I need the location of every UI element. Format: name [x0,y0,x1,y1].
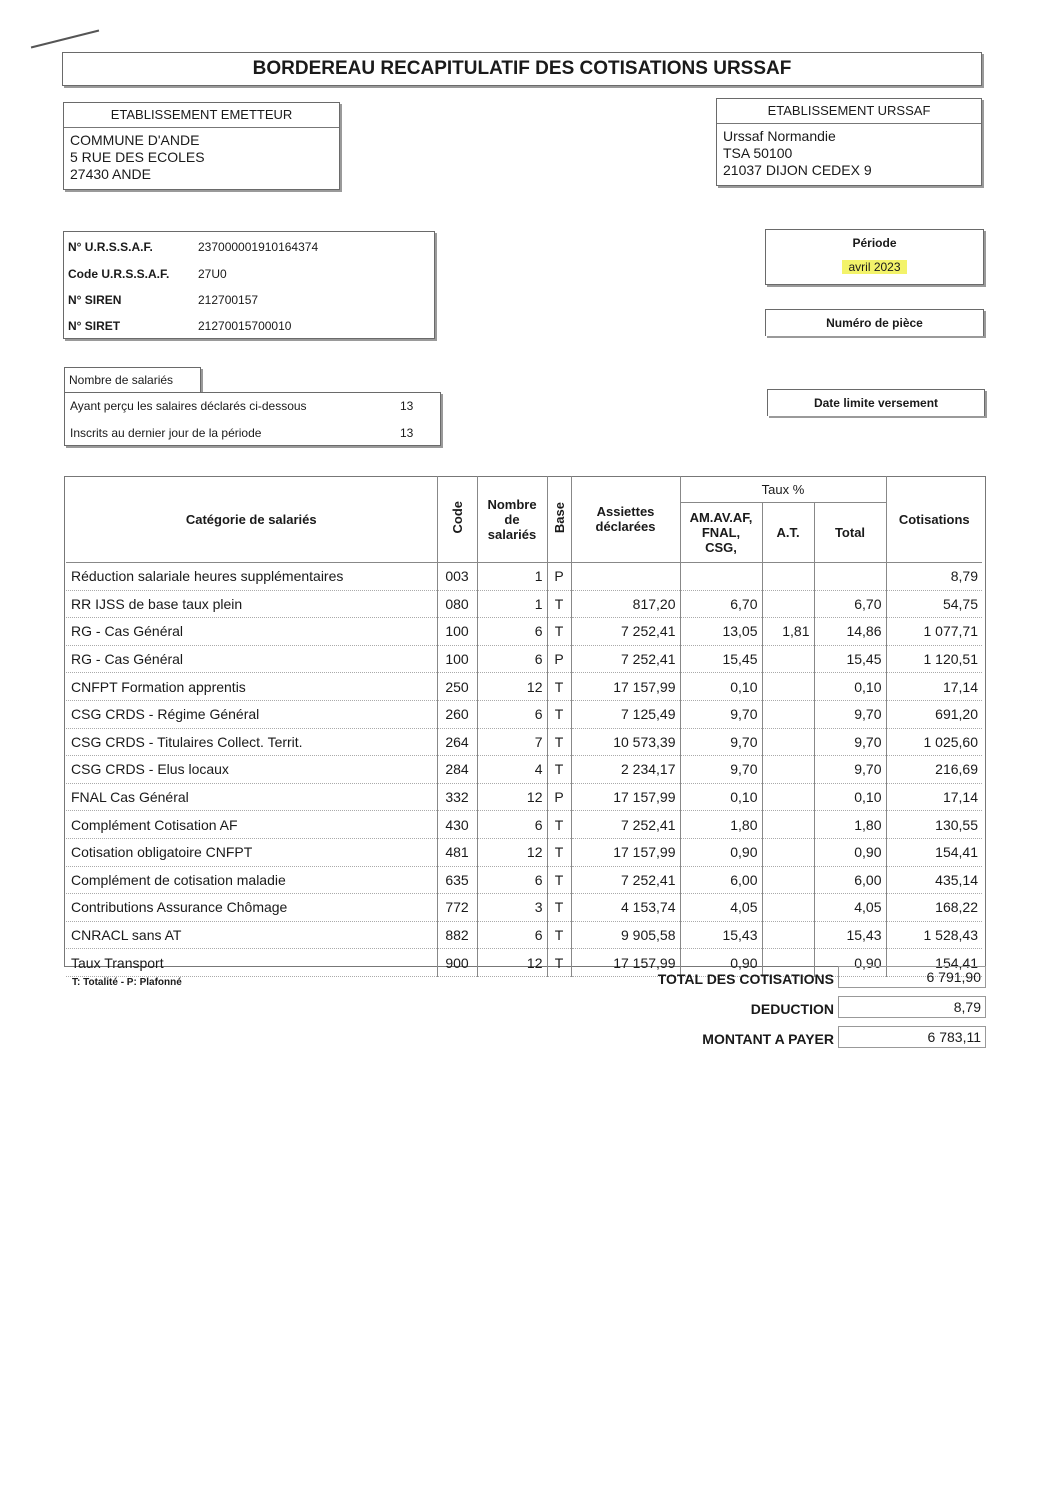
row-cotisation: 1 025,60 [886,728,982,756]
table-row [66,563,982,591]
row-base: T [547,618,571,646]
row-cotisation: 1 120,51 [886,645,982,673]
row-base: P [547,563,571,591]
row-taux-am: 0,90 [680,838,762,866]
col-assiettes: Assiettes déclarées [571,476,680,563]
row-cotisation: 691,20 [886,700,982,728]
row-base: T [547,811,571,839]
row-taux-am [680,563,762,591]
salaries-row-label: Ayant perçu les salaires déclarés ci-dessous [70,399,307,413]
row-code: 772 [437,894,477,922]
row-assiette: 9 905,58 [571,921,680,949]
row-taux-total: 0,10 [814,673,886,701]
salaries-header: Nombre de salariés [64,367,201,393]
row-taux-am: 9,70 [680,728,762,756]
col-taux-at: A.T. [762,503,814,563]
col-taux-am: AM.AV.AF, FNAL, CSG, [680,503,762,563]
row-taux-total: 9,70 [814,728,886,756]
urssaf-line: TSA 50100 [723,145,793,161]
row-nombre: 6 [477,645,547,673]
row-taux-total: 6,00 [814,866,886,894]
row-categorie: CSG CRDS - Titulaires Collect. Territ. [66,728,437,756]
row-assiette: 7 252,41 [571,811,680,839]
row-cotisation: 1 077,71 [886,618,982,646]
row-taux-total: 0,90 [814,949,886,977]
row-base: T [547,756,571,784]
row-assiette: 17 157,99 [571,673,680,701]
table-row [66,645,982,673]
row-cotisation: 8,79 [886,563,982,591]
row-taux-am: 9,70 [680,756,762,784]
row-assiette: 2 234,17 [571,756,680,784]
col-taux-total: Total [814,503,886,563]
row-cotisation: 54,75 [886,590,982,618]
row-cotisation: 168,22 [886,894,982,922]
row-base: P [547,645,571,673]
row-categorie: Complément de cotisation maladie [66,866,437,894]
id-value: 237000001910164374 [198,240,319,254]
base-legend: T: Totalité - P: Plafonné [72,977,182,988]
row-taux-total: 1,80 [814,811,886,839]
row-taux-total: 9,70 [814,756,886,784]
row-taux-at [762,756,814,784]
salaries-row-value: 13 [400,426,414,440]
row-taux-at [762,645,814,673]
row-nombre: 7 [477,728,547,756]
id-label: Code U.R.S.S.A.F. [68,267,170,281]
row-base: T [547,894,571,922]
row-assiette: 817,20 [571,590,680,618]
periode-label: Période [852,236,897,250]
col-base-label: Base [551,501,567,534]
row-assiette [571,563,680,591]
salaries-box [64,392,441,446]
row-nombre: 1 [477,590,547,618]
row-taux-at [762,700,814,728]
cotisations-table [66,476,982,977]
table-row [66,838,982,866]
row-categorie: CNFPT Formation apprentis [66,673,437,701]
row-base: T [547,590,571,618]
table-row [66,894,982,922]
row-base: T [547,673,571,701]
row-taux-total [814,563,886,591]
urssaf-line: Urssaf Normandie [723,128,836,144]
montant-label: MONTANT A PAYER [702,1031,834,1047]
row-categorie: CSG CRDS - Régime Général [66,700,437,728]
row-taux-at [762,811,814,839]
row-taux-am: 15,45 [680,645,762,673]
numero-piece-label: Numéro de pièce [826,316,923,330]
row-code: 100 [437,618,477,646]
row-nombre: 6 [477,866,547,894]
table-row [66,590,982,618]
row-categorie: Complément Cotisation AF [66,811,437,839]
row-base: P [547,783,571,811]
row-taux-at: 1,81 [762,618,814,646]
row-nombre: 6 [477,921,547,949]
page-title: BORDEREAU RECAPITULATIF DES COTISATIONS URSSAF [62,52,982,86]
row-taux-at [762,894,814,922]
col-taux: Taux % [680,476,886,503]
row-cotisation: 17,14 [886,783,982,811]
row-assiette: 4 153,74 [571,894,680,922]
row-taux-total: 15,43 [814,921,886,949]
date-limite-label: Date limite versement [813,396,939,410]
emetteur-line: COMMUNE D'ANDE [70,132,200,148]
row-base: T [547,921,571,949]
row-categorie: Taux Transport [66,949,437,977]
row-base: T [547,866,571,894]
row-nombre: 12 [477,783,547,811]
row-taux-total: 6,70 [814,590,886,618]
row-taux-at [762,728,814,756]
urssaf-box [716,98,982,186]
row-nombre: 6 [477,700,547,728]
row-taux-at [762,673,814,701]
row-assiette: 7 125,49 [571,700,680,728]
table-row [66,618,982,646]
row-taux-am: 6,70 [680,590,762,618]
row-nombre: 12 [477,673,547,701]
row-code: 882 [437,921,477,949]
total-label: TOTAL DES COTISATIONS [657,971,834,987]
row-base: T [547,949,571,977]
periode-value: avril 2023 [842,260,906,274]
row-categorie: RR IJSS de base taux plein [66,590,437,618]
row-taux-am: 13,05 [680,618,762,646]
scan-mark [31,30,99,49]
row-code: 430 [437,811,477,839]
row-categorie: RG - Cas Général [66,645,437,673]
row-taux-at [762,866,814,894]
urssaf-line: 21037 DIJON CEDEX 9 [723,162,872,178]
id-value: 212700157 [198,293,259,307]
row-taux-total: 14,86 [814,618,886,646]
row-categorie: CSG CRDS - Elus locaux [66,756,437,784]
id-value: 21270015700010 [198,319,292,333]
row-cotisation: 17,14 [886,673,982,701]
row-taux-total: 0,90 [814,838,886,866]
row-code: 481 [437,838,477,866]
row-assiette: 10 573,39 [571,728,680,756]
row-cotisation: 154,41 [886,949,982,977]
row-categorie: Contributions Assurance Chômage [66,894,437,922]
row-code: 080 [437,590,477,618]
col-code [437,476,477,563]
row-nombre: 6 [477,618,547,646]
row-code: 003 [437,563,477,591]
table-row [66,756,982,784]
row-nombre: 12 [477,838,547,866]
row-taux-at [762,838,814,866]
row-code: 264 [437,728,477,756]
row-taux-total: 4,05 [814,894,886,922]
row-base: T [547,728,571,756]
row-base: T [547,700,571,728]
row-taux-total: 0,10 [814,783,886,811]
col-cotisations: Cotisations [886,476,982,563]
row-categorie: FNAL Cas Général [66,783,437,811]
identifiers-box [63,231,435,339]
row-assiette: 7 252,41 [571,645,680,673]
id-label: N° U.R.S.S.A.F. [68,240,153,254]
row-taux-am: 0,90 [680,949,762,977]
row-taux-am: 4,05 [680,894,762,922]
row-taux-at [762,921,814,949]
row-taux-at [762,590,814,618]
row-cotisation: 154,41 [886,838,982,866]
row-taux-am: 6,00 [680,866,762,894]
emetteur-address [64,128,339,187]
emetteur-line: 5 RUE DES ECOLES [70,149,205,165]
row-taux-am: 0,10 [680,673,762,701]
table-row [66,673,982,701]
table-row [66,783,982,811]
emetteur-box [63,102,340,190]
row-cotisation: 1 528,43 [886,921,982,949]
row-assiette: 17 157,99 [571,838,680,866]
col-code-label: Code [449,501,465,534]
id-label: N° SIRET [68,319,121,333]
row-assiette: 7 252,41 [571,866,680,894]
total-value: 6 791,90 [838,966,986,988]
row-taux-am: 15,43 [680,921,762,949]
row-code: 332 [437,783,477,811]
col-base [547,476,571,563]
row-code: 250 [437,673,477,701]
row-cotisation: 216,69 [886,756,982,784]
row-assiette: 7 252,41 [571,618,680,646]
col-nombre: Nombre de salariés [477,476,547,563]
table-row [66,921,982,949]
table-row [66,866,982,894]
row-code: 284 [437,756,477,784]
row-base: T [547,838,571,866]
id-value: 27U0 [198,267,227,281]
urssaf-header: ETABLISSEMENT URSSAF [717,99,981,124]
row-code: 900 [437,949,477,977]
row-taux-am: 1,80 [680,811,762,839]
row-assiette: 17 157,99 [571,949,680,977]
id-label: N° SIREN [68,293,122,307]
row-taux-total: 15,45 [814,645,886,673]
row-taux-am: 9,70 [680,700,762,728]
row-nombre: 1 [477,563,547,591]
numero-piece-box [765,309,984,336]
montant-value: 6 783,11 [838,1026,986,1048]
row-code: 100 [437,645,477,673]
row-taux-am: 0,10 [680,783,762,811]
urssaf-address [717,124,981,183]
periode-box [765,229,984,285]
row-taux-at [762,783,814,811]
row-cotisation: 435,14 [886,866,982,894]
row-nombre: 3 [477,894,547,922]
row-categorie: Réduction salariale heures supplémentaires [66,563,437,591]
emetteur-line: 27430 ANDE [70,166,151,182]
salaries-row-label: Inscrits au dernier jour de la période [70,426,262,440]
table-row [66,728,982,756]
row-nombre: 4 [477,756,547,784]
row-categorie: CNRACL sans AT [66,921,437,949]
col-categorie: Catégorie de salariés [66,476,437,563]
row-taux-at [762,563,814,591]
table-row [66,811,982,839]
row-categorie: Cotisation obligatoire CNFPT [66,838,437,866]
row-code: 260 [437,700,477,728]
row-categorie: RG - Cas Général [66,618,437,646]
deduction-value: 8,79 [838,996,986,1018]
emetteur-header: ETABLISSEMENT EMETTEUR [64,103,339,128]
row-taux-total: 9,70 [814,700,886,728]
row-nombre: 6 [477,811,547,839]
salaries-row-value: 13 [400,399,414,413]
row-nombre: 12 [477,949,547,977]
row-cotisation: 130,55 [886,811,982,839]
date-limite-box [767,389,985,416]
deduction-label: DEDUCTION [750,1001,834,1017]
row-code: 635 [437,866,477,894]
row-assiette: 17 157,99 [571,783,680,811]
table-row [66,700,982,728]
